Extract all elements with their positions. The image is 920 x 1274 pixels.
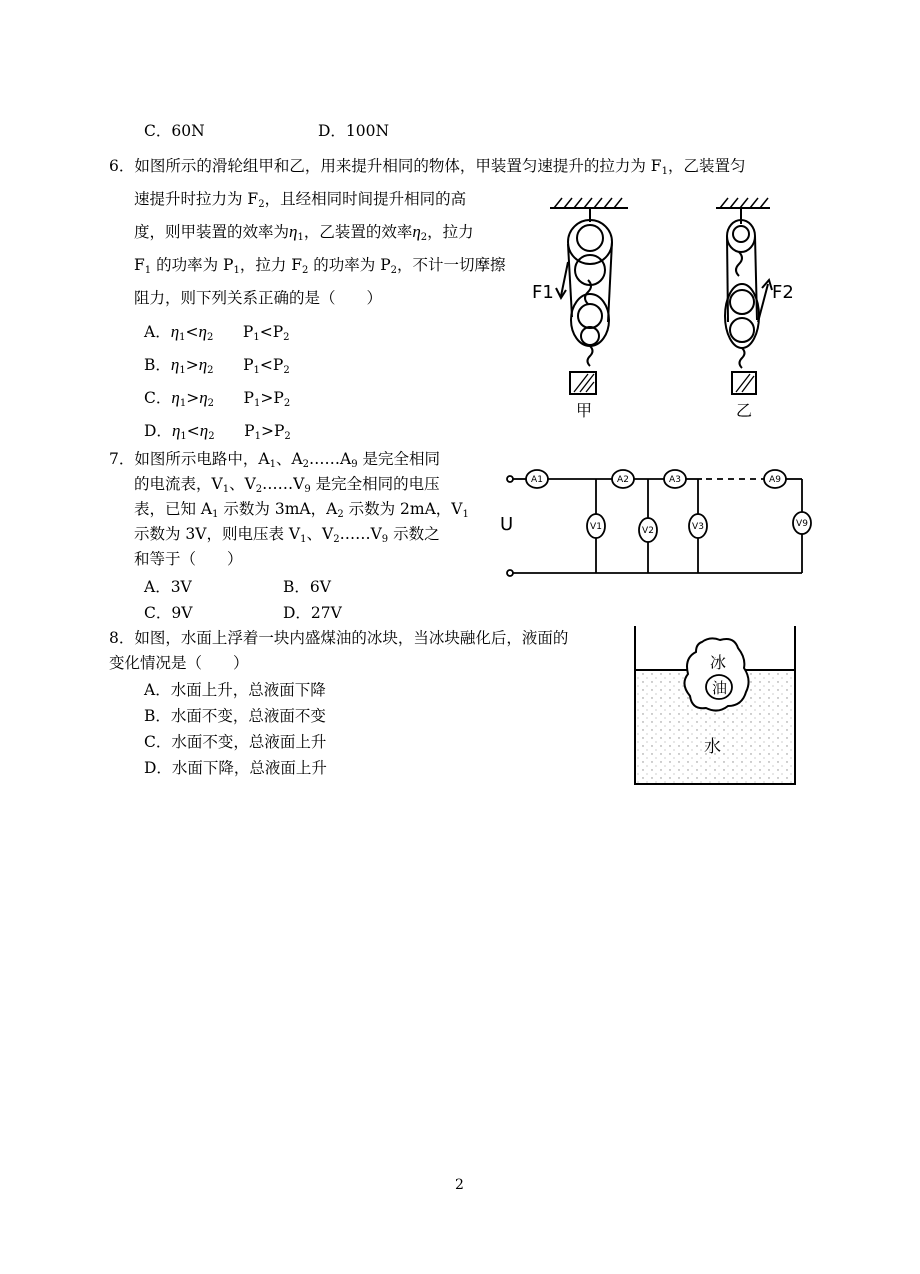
ammeter-a2: A2: [617, 475, 629, 485]
q7-option-d: D．27V: [283, 604, 342, 622]
ammeter-a3: A3: [669, 475, 681, 485]
q7-line2: 的电流表，$V_1$、$V_2\dots\dots V_9$ 是完全相同的电压: [134, 475, 440, 495]
figure-jia-label: 甲: [576, 401, 593, 420]
q8-option-d: D．水面下降，总液面上升: [144, 759, 327, 777]
q6-option-a: A．$\eta_1<\eta_2$ $P_1<P_2$: [144, 322, 290, 343]
q8-option-c: C．水面不变，总液面上升: [144, 733, 327, 751]
voltmeter-v9: V9: [796, 519, 808, 529]
q7-option-b: B．6V: [283, 578, 331, 596]
page-number: 2: [455, 1177, 464, 1193]
q6-line4: $F_1$ 的功率为 $P_1$，拉力 $F_2$ 的功率为 $P_2$，不计一切摩擦: [134, 256, 506, 276]
q6-option-c: C．$\eta_1>\eta_2$ $P_1>P_2$: [144, 388, 291, 409]
force-f2-label: F2: [772, 282, 794, 303]
ammeter-a1: A1: [531, 475, 543, 485]
force-f1-label: F1: [532, 282, 554, 303]
q8-line2: 变化情况是（ ）: [109, 654, 249, 672]
q5-option-d: D．100N: [318, 122, 390, 140]
pulley-figure: [528, 192, 794, 422]
q8-option-b: B．水面不变，总液面不变: [144, 707, 326, 725]
source-u-label: U: [500, 514, 514, 535]
q7-line3: 表，已知 $A_1$ 示数为 3mA，$A_2$ 示数为 2mA，$V_1$: [134, 500, 469, 520]
ammeter-a9: A9: [769, 475, 781, 485]
voltmeter-v3: V3: [692, 522, 704, 532]
q6-line1: 6．如图所示的滑轮组甲和乙，用来提升相同的物体，甲装置匀速提升的拉力为 $F_1$，乙装置匀: [109, 157, 746, 177]
q6-line3: 度，则甲装置的效率为$\eta_1$，乙装置的效率$\eta_2$，拉力: [134, 222, 474, 243]
ice-water-figure: [632, 624, 798, 788]
q6-option-d: D．$\eta_1<\eta_2$ $P_1>P_2$: [144, 421, 291, 442]
q7-option-a: A．3V: [144, 578, 192, 596]
voltmeter-v1: V1: [590, 522, 602, 532]
voltmeter-v2: V2: [642, 526, 654, 536]
q8-line1: 8．如图，水面上浮着一块内盛煤油的冰块，当冰块融化后，液面的: [109, 629, 569, 647]
ice-label: 冰: [710, 653, 727, 672]
oil-label: 油: [712, 679, 728, 697]
q7-option-c: C．9V: [144, 604, 193, 622]
q6-line2: 速提升时拉力为 $F_2$，且经相同时间提升相同的高: [134, 190, 467, 210]
q8-option-a: A．水面上升，总液面下降: [144, 681, 326, 699]
q6-option-b: B．$\eta_1>\eta_2$ $P_1<P_2$: [144, 355, 290, 376]
water-label: 水: [704, 737, 721, 757]
q7-line5: 和等于（ ）: [134, 550, 243, 568]
q5-option-c: C．60N: [144, 122, 205, 140]
q7-line4: 示数为 3V，则电压表 $V_1$、$V_2\dots\dots V_9$ 示数之: [134, 525, 440, 545]
q6-line5: 阻力，则下列关系正确的是（ ）: [134, 289, 383, 307]
circuit-figure: [496, 462, 816, 582]
figure-yi-label: 乙: [736, 401, 753, 420]
q7-line1: 7．如图所示电路中，$A_1$、$A_2\dots\dots A_9$ 是完全相同: [109, 450, 441, 470]
